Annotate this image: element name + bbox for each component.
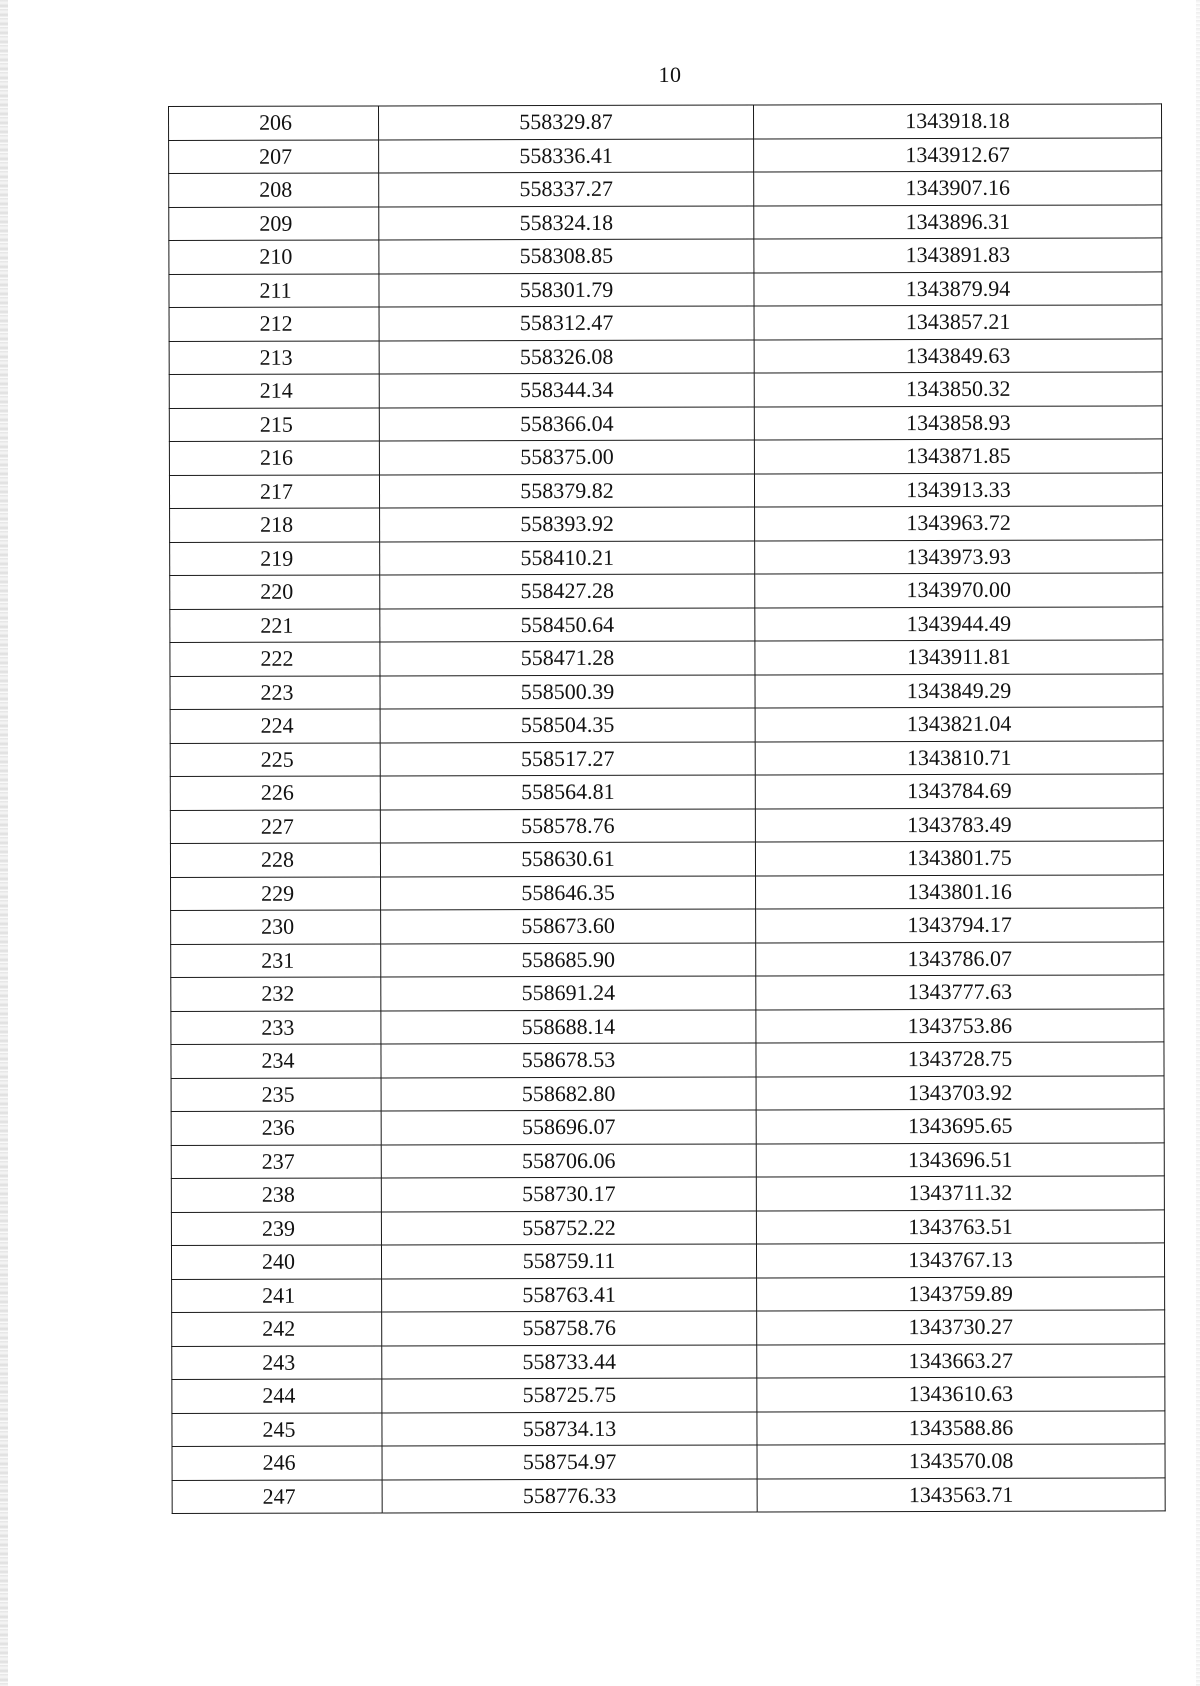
x-coordinate-cell: 558685.90	[381, 942, 756, 976]
y-coordinate-cell: 1343563.71	[757, 1477, 1165, 1512]
coordinate-table-body	[169, 104, 1166, 1514]
table-row	[172, 1444, 1165, 1480]
y-coordinate-cell: 1343588.86	[757, 1410, 1165, 1445]
x-coordinate-cell: 558329.87	[379, 105, 754, 139]
table-row	[169, 372, 1162, 408]
coordinate-table	[168, 103, 1166, 1514]
y-coordinate-cell: 1343794.17	[756, 908, 1164, 943]
point-number-cell: 217	[169, 474, 379, 508]
y-coordinate-cell: 1343821.04	[755, 707, 1163, 742]
x-coordinate-cell: 558312.47	[379, 306, 754, 340]
table-row	[169, 405, 1162, 441]
point-number-cell: 207	[169, 139, 379, 173]
table-row	[169, 472, 1162, 508]
point-number-cell: 211	[169, 273, 379, 307]
y-coordinate-cell: 1343911.81	[755, 640, 1163, 675]
y-coordinate-cell: 1343696.51	[756, 1142, 1164, 1177]
y-coordinate-cell: 1343963.72	[755, 506, 1163, 541]
x-coordinate-cell: 558673.60	[381, 909, 756, 943]
y-coordinate-cell: 1343944.49	[755, 606, 1163, 641]
point-number-cell: 237	[171, 1144, 381, 1178]
y-coordinate-cell: 1343703.92	[756, 1075, 1164, 1110]
x-coordinate-cell: 558763.41	[382, 1277, 757, 1311]
point-number-cell: 219	[170, 541, 380, 575]
page-number: 10	[658, 62, 682, 87]
x-coordinate-cell: 558759.11	[381, 1244, 756, 1278]
point-number-cell: 244	[172, 1379, 382, 1413]
y-coordinate-cell: 1343858.93	[754, 405, 1162, 440]
table-row	[170, 640, 1163, 676]
x-coordinate-cell: 558344.34	[379, 373, 754, 407]
x-coordinate-cell: 558427.28	[380, 574, 755, 608]
y-coordinate-cell: 1343711.32	[756, 1176, 1164, 1211]
y-coordinate-cell: 1343777.63	[756, 975, 1164, 1010]
table-row	[171, 975, 1164, 1011]
table-row	[170, 807, 1163, 843]
table-row	[171, 1243, 1164, 1279]
table-row	[172, 1410, 1165, 1446]
table-row	[171, 941, 1164, 977]
point-number-cell: 216	[169, 441, 379, 475]
table-row	[169, 137, 1162, 173]
table-row	[170, 506, 1163, 542]
x-coordinate-cell: 558646.35	[381, 875, 756, 909]
y-coordinate-cell: 1343786.07	[756, 941, 1164, 976]
table-row	[172, 1276, 1165, 1312]
x-coordinate-cell: 558336.41	[379, 138, 754, 172]
y-coordinate-cell: 1343728.75	[756, 1042, 1164, 1077]
scan-edge-right	[1196, 0, 1200, 1686]
x-coordinate-cell: 558471.28	[380, 641, 755, 675]
table-row	[171, 1142, 1164, 1178]
table-row	[172, 1343, 1165, 1379]
point-number-cell: 214	[169, 374, 379, 408]
point-number-cell: 241	[172, 1278, 382, 1312]
x-coordinate-cell: 558500.39	[380, 674, 755, 708]
x-coordinate-cell: 558375.00	[379, 440, 754, 474]
x-coordinate-cell: 558393.92	[380, 507, 755, 541]
table-row	[170, 606, 1163, 642]
table-row	[171, 1075, 1164, 1111]
point-number-cell: 206	[169, 106, 379, 140]
table-row	[171, 874, 1164, 910]
point-number-cell: 218	[170, 508, 380, 542]
table-row	[170, 740, 1163, 776]
point-number-cell: 227	[170, 809, 380, 843]
x-coordinate-cell: 558733.44	[382, 1344, 757, 1378]
y-coordinate-cell: 1343784.69	[755, 774, 1163, 809]
table-row	[170, 774, 1163, 810]
point-number-cell: 225	[170, 742, 380, 776]
y-coordinate-cell: 1343763.51	[756, 1209, 1164, 1244]
x-coordinate-cell: 558308.85	[379, 239, 754, 273]
x-coordinate-cell: 558410.21	[380, 540, 755, 574]
scan-edge-left	[0, 0, 8, 1686]
y-coordinate-cell: 1343973.93	[755, 539, 1163, 574]
point-number-cell: 231	[171, 943, 381, 977]
point-number-cell: 223	[170, 675, 380, 709]
y-coordinate-cell: 1343730.27	[757, 1310, 1165, 1345]
table-row	[169, 171, 1162, 207]
point-number-cell: 233	[171, 1010, 381, 1044]
table-row	[171, 1209, 1164, 1245]
point-number-cell: 224	[170, 709, 380, 743]
point-number-cell: 235	[171, 1077, 381, 1111]
y-coordinate-cell: 1343913.33	[754, 472, 1162, 507]
point-number-cell: 208	[169, 173, 379, 207]
x-coordinate-cell: 558630.61	[380, 842, 755, 876]
table-row	[170, 707, 1163, 743]
y-coordinate-cell: 1343896.31	[754, 204, 1162, 239]
table-row	[169, 338, 1162, 374]
table-row	[172, 1310, 1165, 1346]
y-coordinate-cell: 1343610.63	[757, 1377, 1165, 1412]
y-coordinate-cell: 1343912.67	[754, 137, 1162, 172]
y-coordinate-cell: 1343759.89	[757, 1276, 1165, 1311]
point-number-cell: 209	[169, 206, 379, 240]
x-coordinate-cell: 558517.27	[380, 741, 755, 775]
point-number-cell: 232	[171, 977, 381, 1011]
x-coordinate-cell: 558691.24	[381, 976, 756, 1010]
x-coordinate-cell: 558754.97	[382, 1445, 757, 1479]
table-row	[169, 271, 1162, 307]
point-number-cell: 247	[172, 1479, 382, 1513]
x-coordinate-cell: 558776.33	[382, 1478, 757, 1512]
x-coordinate-cell: 558734.13	[382, 1411, 757, 1445]
table-row	[171, 1042, 1164, 1078]
y-coordinate-cell: 1343695.65	[756, 1109, 1164, 1144]
x-coordinate-cell: 558696.07	[381, 1110, 756, 1144]
x-coordinate-cell: 558752.22	[381, 1210, 756, 1244]
point-number-cell: 234	[171, 1044, 381, 1078]
x-coordinate-cell: 558730.17	[381, 1177, 756, 1211]
point-number-cell: 240	[171, 1245, 381, 1279]
point-number-cell: 222	[170, 642, 380, 676]
point-number-cell: 228	[170, 843, 380, 877]
x-coordinate-cell: 558450.64	[380, 607, 755, 641]
table-row	[172, 1377, 1165, 1413]
x-coordinate-cell: 558324.18	[379, 205, 754, 239]
x-coordinate-cell: 558504.35	[380, 708, 755, 742]
point-number-cell: 243	[172, 1345, 382, 1379]
table-row	[170, 539, 1163, 575]
point-number-cell: 246	[172, 1446, 382, 1480]
x-coordinate-cell: 558337.27	[379, 172, 754, 206]
point-number-cell: 220	[170, 575, 380, 609]
point-number-cell: 221	[170, 608, 380, 642]
table-row	[169, 305, 1162, 341]
y-coordinate-cell: 1343970.00	[755, 573, 1163, 608]
y-coordinate-cell: 1343849.29	[755, 673, 1163, 708]
y-coordinate-cell: 1343663.27	[757, 1343, 1165, 1378]
point-number-cell: 215	[169, 407, 379, 441]
y-coordinate-cell: 1343801.75	[755, 841, 1163, 876]
y-coordinate-cell: 1343850.32	[754, 372, 1162, 407]
x-coordinate-cell: 558678.53	[381, 1043, 756, 1077]
table-row	[169, 204, 1162, 240]
x-coordinate-cell: 558301.79	[379, 272, 754, 306]
table-row	[171, 1109, 1164, 1145]
y-coordinate-cell: 1343891.83	[754, 238, 1162, 273]
point-number-cell: 212	[169, 307, 379, 341]
table-row	[170, 573, 1163, 609]
y-coordinate-cell: 1343810.71	[755, 740, 1163, 775]
table-row	[169, 238, 1162, 274]
y-coordinate-cell: 1343879.94	[754, 271, 1162, 306]
table-row	[171, 1176, 1164, 1212]
x-coordinate-cell: 558366.04	[379, 406, 754, 440]
x-coordinate-cell: 558379.82	[379, 473, 754, 507]
y-coordinate-cell: 1343783.49	[755, 807, 1163, 842]
y-coordinate-cell: 1343767.13	[756, 1243, 1164, 1278]
table-row	[172, 1477, 1165, 1513]
x-coordinate-cell: 558578.76	[380, 808, 755, 842]
table-row	[171, 908, 1164, 944]
table-row	[171, 1008, 1164, 1044]
point-number-cell: 245	[172, 1412, 382, 1446]
y-coordinate-cell: 1343801.16	[756, 874, 1164, 909]
point-number-cell: 236	[171, 1111, 381, 1145]
point-number-cell: 229	[171, 876, 381, 910]
point-number-cell: 238	[171, 1178, 381, 1212]
x-coordinate-cell: 558564.81	[380, 775, 755, 809]
point-number-cell: 226	[170, 776, 380, 810]
y-coordinate-cell: 1343857.21	[754, 305, 1162, 340]
x-coordinate-cell: 558688.14	[381, 1009, 756, 1043]
x-coordinate-cell: 558706.06	[381, 1143, 756, 1177]
y-coordinate-cell: 1343871.85	[754, 439, 1162, 474]
point-number-cell: 230	[171, 910, 381, 944]
table-row	[169, 439, 1162, 475]
x-coordinate-cell: 558326.08	[379, 339, 754, 373]
x-coordinate-cell: 558758.76	[382, 1311, 757, 1345]
point-number-cell: 210	[169, 240, 379, 274]
y-coordinate-cell: 1343753.86	[756, 1008, 1164, 1043]
y-coordinate-cell: 1343918.18	[753, 104, 1161, 139]
table-row	[169, 104, 1162, 140]
x-coordinate-cell: 558725.75	[382, 1378, 757, 1412]
x-coordinate-cell: 558682.80	[381, 1076, 756, 1110]
point-number-cell: 239	[171, 1211, 381, 1245]
point-number-cell: 242	[172, 1312, 382, 1346]
y-coordinate-cell: 1343849.63	[754, 338, 1162, 373]
table-row	[170, 841, 1163, 877]
y-coordinate-cell: 1343907.16	[754, 171, 1162, 206]
table-row	[170, 673, 1163, 709]
y-coordinate-cell: 1343570.08	[757, 1444, 1165, 1479]
point-number-cell: 213	[169, 340, 379, 374]
